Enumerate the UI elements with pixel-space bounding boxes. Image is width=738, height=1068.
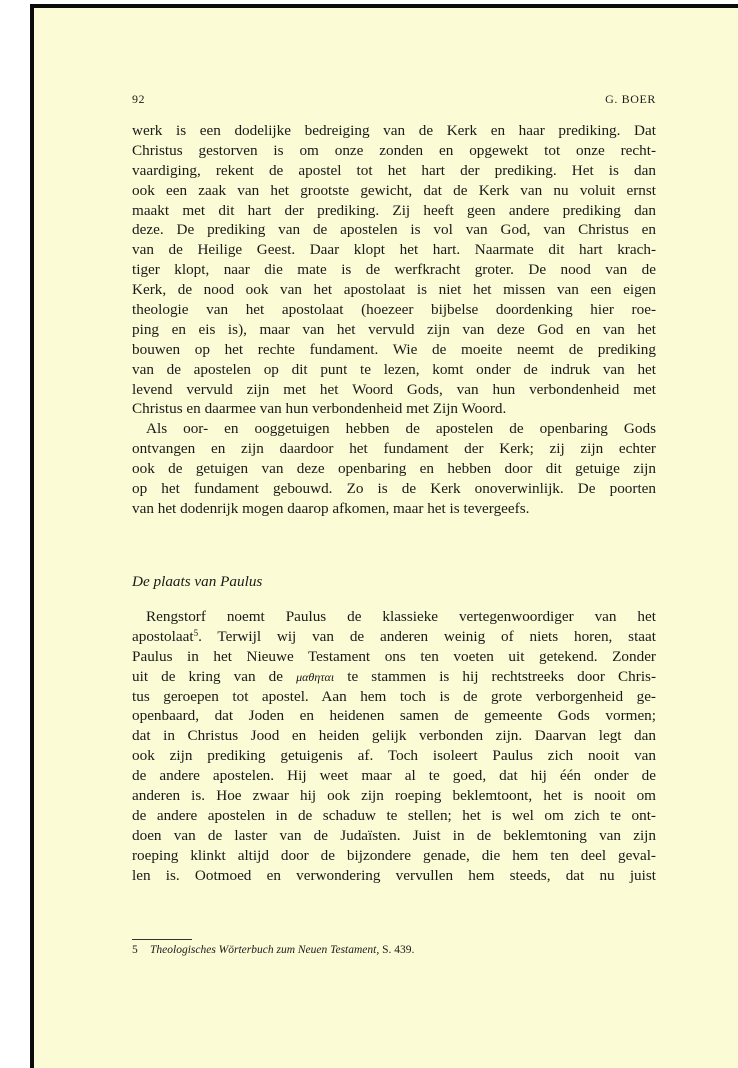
footnote-title: Theologisches Wörterbuch zum Neuen Testament, (150, 944, 380, 956)
footnote-reference-page: S. 439. (382, 944, 415, 956)
text-run: . Terwijl wij van de anderen weinig of niets horen, staat (198, 627, 656, 645)
text-line: len is. Ootmoed en verwondering vervullen hem steeds, dat nu juist (132, 866, 656, 884)
footnote (132, 944, 656, 956)
body-text-bottom (132, 607, 656, 885)
text-line: maakt met dit hart der prediking. Zij heeft geen andere prediking dan (132, 201, 656, 219)
text-line: vaardiging, rekent de apostel tot het hart der prediking. Het is dan (132, 161, 656, 179)
footnote-number: 5 (132, 944, 138, 956)
text-line: de andere apostelen. Hij weet maar al te goed, dat hij één onder de (132, 767, 656, 785)
text-line: ping en eis is), maar van het vervuld zijn van deze God en van het (132, 320, 656, 338)
text-line: Paulus in het Nieuwe Testament ons ten voeten uit getekend. Zonder (132, 647, 656, 665)
page-number: 92 (132, 92, 145, 106)
text-line: theologie van het apostolaat (hoezeer bijbelse doordenking hier roe- (132, 301, 656, 319)
text-line: ontvangen en zijn daardoor het fundament der Kerk; zij zijn echter (132, 440, 656, 458)
text-line: werk is een dodelijke bedreiging van de Kerk en haar prediking. Dat (132, 122, 656, 139)
text-line: ook de getuigen van deze openbaring en hebben door dit getuige zijn (132, 460, 656, 478)
greek-word: μαθηται (296, 669, 335, 684)
text-line (132, 627, 656, 647)
body-text-top (132, 121, 656, 519)
text-line: Christus gestorven is om onze zonden en opgewekt tot onze recht- (132, 141, 656, 159)
text-line: ook een zaak van het grootste gewicht, dat de Kerk van nu voluit ernst (132, 181, 656, 199)
text-line: tus geroepen tot apostel. Aan hem toch is de grote verborgenheid ge- (132, 687, 656, 705)
text-line: doen van de laster van de Judaïsten. Juist in de beklemtoning van zijn (132, 826, 656, 844)
text-run: uit de kring van de (132, 667, 283, 685)
text-line: van de Heilige Geest. Daar klopt het hart. Naarmate dit hart krach- (132, 241, 656, 259)
running-head-author: G. BOER (605, 92, 656, 106)
running-header (132, 92, 656, 112)
text-line: van het dodenrijk mogen daarop afkomen, maar het is tevergeefs. (132, 499, 530, 517)
text-line (132, 667, 656, 687)
text-line: van de apostelen op dit punt te lezen, komt onder de indruk van het (132, 360, 656, 378)
footnote-divider (132, 939, 192, 940)
text-line: Christus en daarmee van hun verbondenheid met Zijn Woord. (132, 400, 507, 418)
text-line: op het fundament gebouwd. Zo is de Kerk onoverwinlijk. De poorten (132, 480, 656, 498)
text-run: te stammen is hij rechtstreeks door Chris- (347, 667, 657, 685)
text-line: Kerk, de nood ook van het apostolaat is niet het missen van een eigen (132, 281, 656, 299)
text-line: deze. De prediking van de apostelen is vol van God, van Christus en (132, 221, 656, 239)
text-line: de andere apostelen in de schaduw te stellen; het is wel om zich te ont- (132, 806, 656, 824)
text-line: anderen is. Hoe zwaar hij ook zijn roeping beklemtoont, het is nooit om (132, 787, 656, 805)
text-line: Rengstorf noemt Paulus de klassieke vertegenwoordiger van het (146, 608, 656, 625)
text-line: roeping klinkt altijd door de bijzondere genade, die hem ten deel geval- (132, 846, 656, 864)
text-line: bouwen op het rechte fundament. Wie de moeite neemt de prediking (132, 340, 656, 358)
text-line: ook zijn prediking getuigenis af. Toch isoleert Paulus zich nooit van (132, 747, 656, 765)
footnote-reference: 5 (193, 627, 199, 638)
text-line: Als oor- en ooggetuigen hebben de apostelen de openbaring Gods (146, 420, 656, 438)
text-line: tiger klopt, naar die mate is de werfkracht groter. De nood van de (132, 261, 656, 279)
text-line: openbaard, dat Joden en heidenen samen de gemeente Gods vormen; (132, 707, 656, 725)
text-line: dat in Christus Jood en heiden gelijk verbonden zijn. Daarvan legt dan (132, 727, 656, 745)
text-line: levend vervuld zijn met het Woord Gods, van hun verbondenheid met (132, 380, 656, 398)
text-run: apostolaat (132, 627, 194, 645)
section-heading: De plaats van Paulus (132, 573, 263, 590)
